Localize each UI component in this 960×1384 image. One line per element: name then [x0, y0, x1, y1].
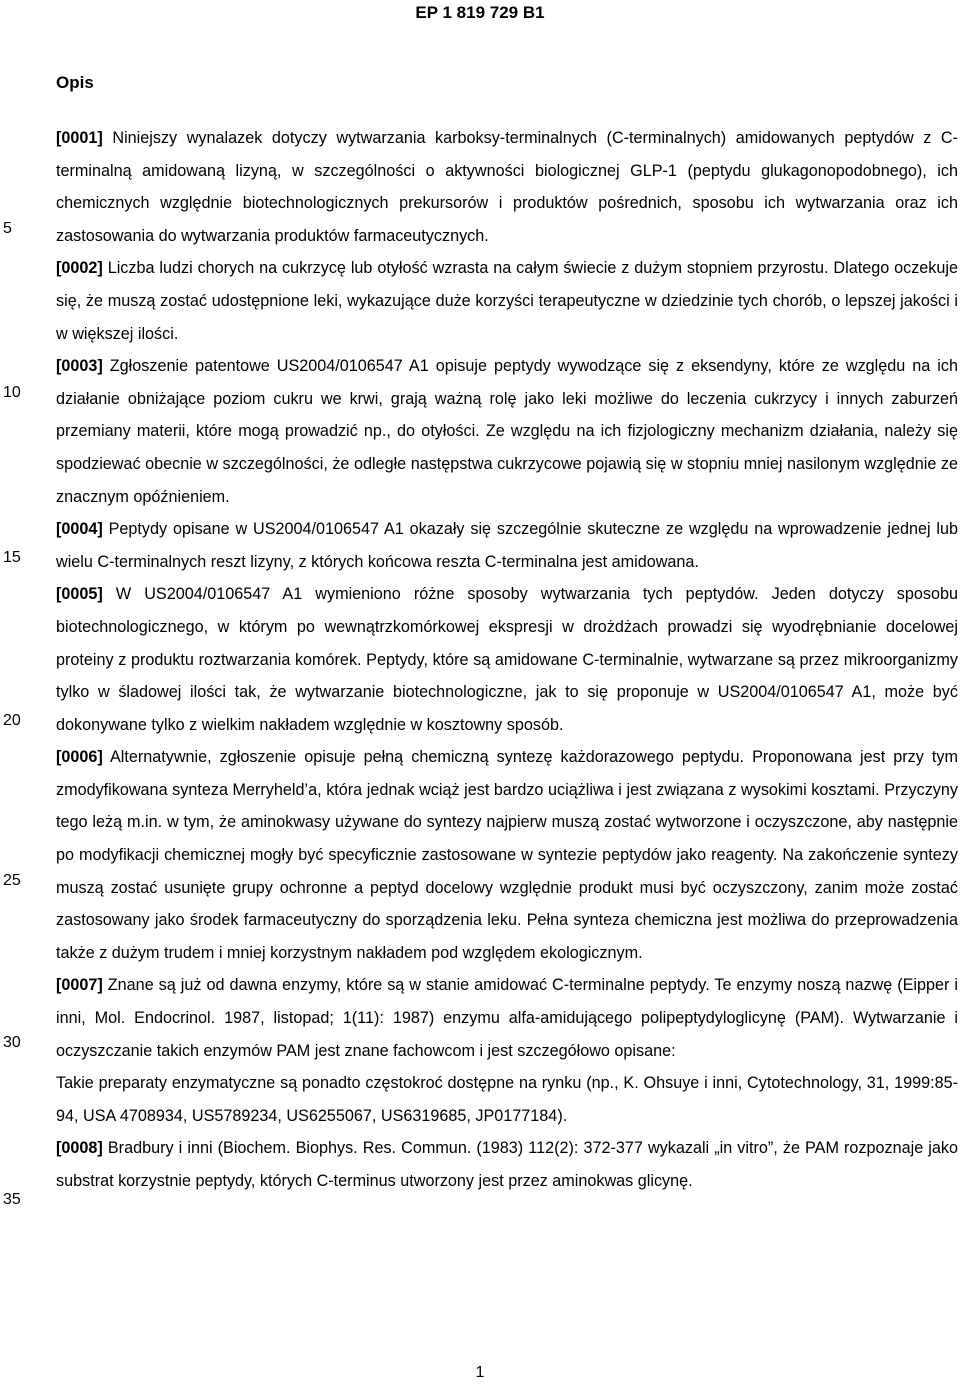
- paragraph-text: Liczba ludzi chorych na cukrzycę lub otyłość wzrasta na całym świecie z dużym stopniem przyrostu. Dlatego oczekuje się, że muszą zostać udostępnione leki, wykazujące duże korzyści terapeutyczne w dziedzinie tych chorób, o lepszej jakości i w większej ilości.: [56, 259, 958, 343]
- paragraph-number: [0006]: [56, 748, 103, 767]
- paragraph-0008: [56, 1132, 958, 1197]
- paragraph-number: [0001]: [56, 129, 103, 147]
- paragraph-number: [0005]: [56, 585, 103, 604]
- paragraph-number: [0003]: [56, 357, 103, 376]
- paragraph-0002: [56, 252, 958, 350]
- line-number: 25: [3, 872, 21, 889]
- paragraph-text: Takie preparaty enzymatyczne są ponadto częstokroć dostępne na rynku (np., K. Ohsuye i inni, Cytotechnology, 31, 1999:85-94, USA 4708934, US5789234, US6255067, US6319685, JP0177184).: [56, 1074, 958, 1125]
- description-body: [56, 122, 958, 1198]
- paragraph-number: [0004]: [56, 520, 103, 539]
- paragraph-text: Zgłoszenie patentowe US2004/0106547 A1 opisuje peptydy wywodzące się z eksendyny, które ze względu na ich działanie obniżające poziom cukru we krwi, grają ważną rolę jako leki możliwe do leczenia cukrzycy i innych zaburzeń przemiany materii, które mogą prowadzić np., do otyłości. Ze względu na ich fizjologiczny mechanizm działania, należy się spodziewać obecnie w szczególności, że odległe następstwa cukrzycowe pojawią się w stopniu mniej nasilonym względnie ze znacznym opóźnieniem.: [56, 357, 958, 506]
- paragraph-text: Bradbury i inni (Biochem. Biophys. Res. Commun. (1983) 112(2): 372-377 wykazali „in vitro”, że PAM rozpoznaje jako substrat korzystnie peptydy, których C-terminus utworzony jest przez aminokwas glicynę.: [56, 1139, 958, 1190]
- paragraph-continuation: [56, 1067, 958, 1132]
- paragraph-0001: [56, 122, 958, 252]
- section-title: Opis: [56, 73, 94, 92]
- paragraph-0004: [56, 513, 958, 578]
- paragraph-0003: [56, 350, 958, 513]
- document-id-header: EP 1 819 729 B1: [415, 3, 545, 22]
- line-number: 15: [3, 549, 21, 566]
- paragraph-text: Peptydy opisane w US2004/0106547 A1 okazały się szczególnie skuteczne ze względu na wprowadzenie jednej lub wielu C-terminalnych reszt lizyny, z których końcowa reszta C-terminalna jest amidowana.: [56, 520, 958, 571]
- line-number: 30: [3, 1034, 21, 1051]
- page-number: 1: [475, 1364, 485, 1381]
- line-number: 10: [3, 384, 21, 401]
- paragraph-text: Niniejszy wynalazek dotyczy wytwarzania karboksy-terminalnych (C-terminalnych) amidowanych peptydów z C-terminalną amidowaną lizyną, w szczególności o aktywności biologicznej GLP-1 (peptydu glukagonopodobnego), ich chemicznych względnie biotechnologicznych prekursorów i produktów pośrednich, sposobu ich wytwarzania oraz ich zastosowania do wytwarzania produktów farmaceutycznych.: [56, 129, 958, 245]
- line-number: 20: [3, 712, 21, 729]
- paragraph-0005: [56, 578, 958, 741]
- paragraph-text: W US2004/0106547 A1 wymieniono różne sposoby wytwarzania tych peptydów. Jeden dotyczy sposobu biotechnologicznego, w którym po wewnątrzkomórkowej ekspresji w drożdżach prowadzi się wyodrębnianie docelowej proteiny z produktu roztwarzania komórek. Peptydy, które są amidowane C-terminalnie, wytwarzane są przez mikroorganizmy tylko w śladowej ilości tak, że wytwarzanie biotechnologiczne, jak to się proponuje w US2004/0106547 A1, może być dokonywane tylko z wielkim nakładem względnie w kosztowny sposób.: [56, 585, 958, 734]
- line-number: 35: [3, 1191, 21, 1208]
- paragraph-0007: [56, 969, 958, 1067]
- paragraph-text: Znane są już od dawna enzymy, które są w stanie amidować C-terminalne peptydy. Te enzymy noszą nazwę (Eipper i inni, Mol. Endocrinol. 1987, listopad; 1(11): 1987) enzymu alfa-amidującego polipeptydyloglicynę (PAM). Wytwarzanie i oczyszczanie takich enzymów PAM jest znane fachowcom i jest szczegółowo opisane:: [56, 976, 958, 1060]
- paragraph-number: [0008]: [56, 1139, 103, 1158]
- paragraph-text: Alternatywnie, zgłoszenie opisuje pełną chemiczną syntezę każdorazowego peptydu. Proponowana jest przy tym zmodyfikowana synteza Merryheld’a, która jednak wciąż jest bardzo uciążliwa i jest związana z wysokimi kosztami. Przyczyny tego leżą m.in. w tym, że aminokwasy używane do syntezy najpierw muszą zostać wytworzone i oczyszczone, aby następnie po modyfikacji chemicznej mogły być specyficznie zastosowane w syntezie peptydów jako reagenty. Na zakończenie syntezy muszą zostać usunięte grupy ochronne a peptyd docelowy względnie produkt musi być oczyszczony, zanim może zostać zastosowany jako środek farmaceutyczny do sporządzenia leku. Pełna synteza chemiczna jest możliwa do przeprowadzenia także z dużym trudem i mniej korzystnym nakładem pod względem ekologicznym.: [56, 748, 958, 962]
- paragraph-number: [0007]: [56, 976, 103, 995]
- paragraph-number: [0002]: [56, 259, 103, 278]
- paragraph-0006: [56, 741, 958, 969]
- line-number: 5: [3, 220, 12, 237]
